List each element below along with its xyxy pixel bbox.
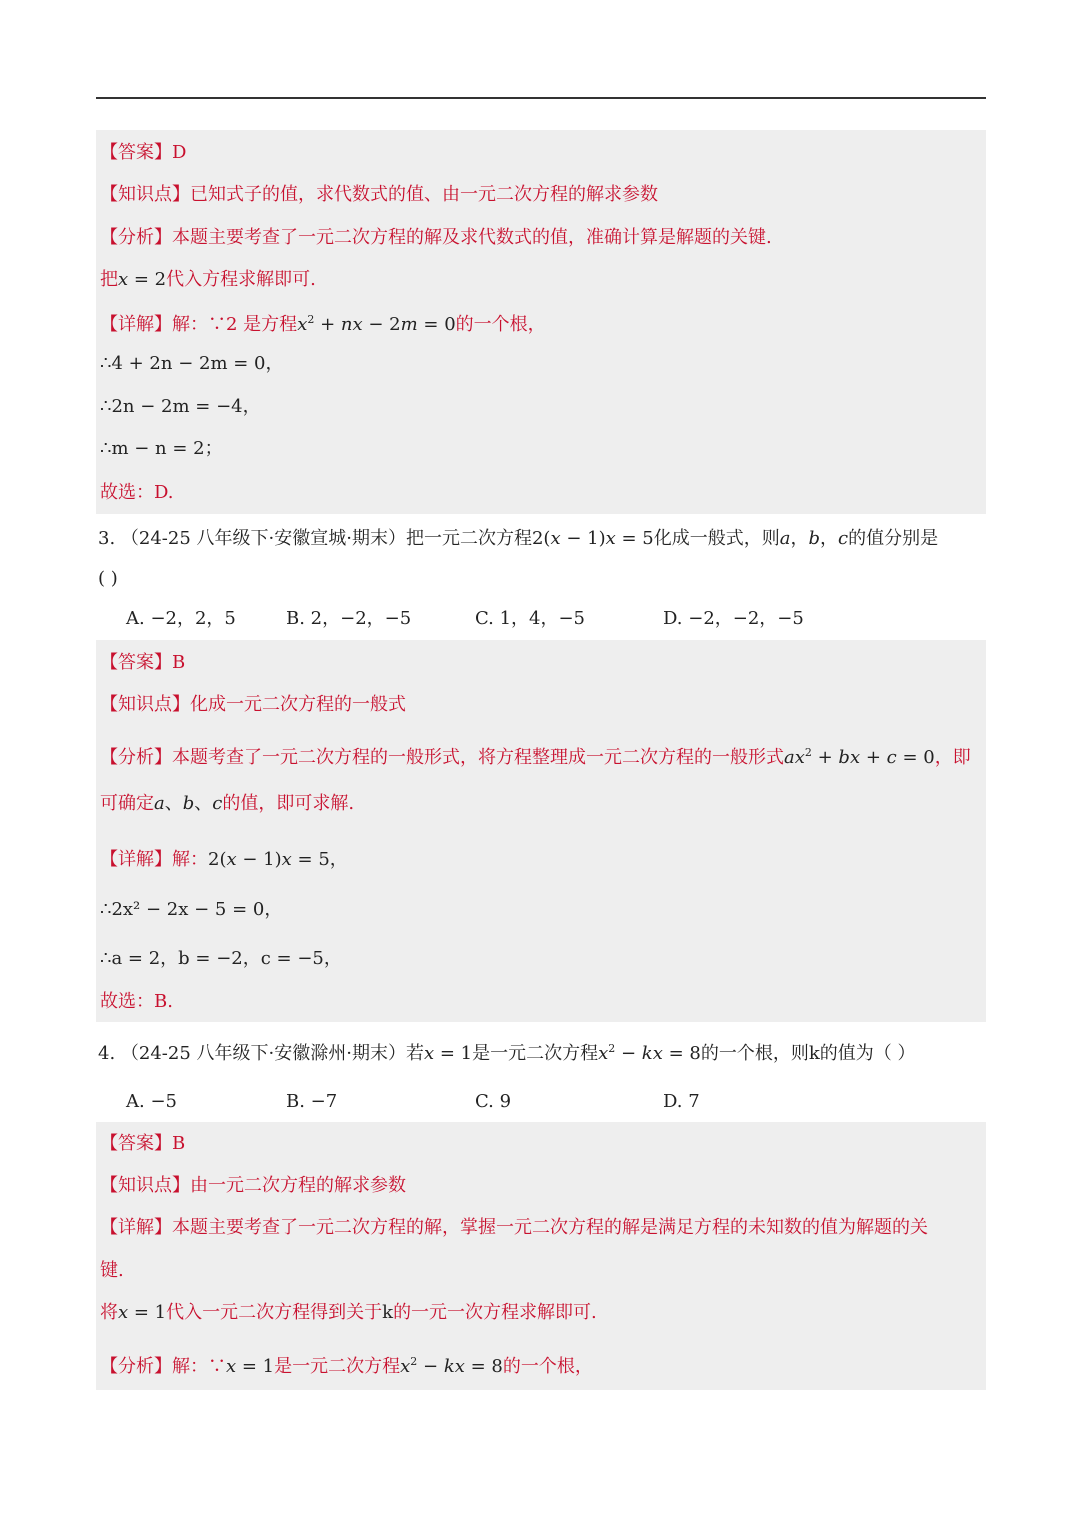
solution-box-q4 bbox=[96, 1122, 986, 1390]
q3-stem: 3. （24-25 八年级下·安徽宣城·期末）把一元二次方程2(x − 1)x = 5化成一般式，则a，b，c的值分别是 bbox=[98, 528, 939, 549]
prev-knowledge: 【知识点】已知式子的值，求代数式的值、由一元二次方程的解求参数 bbox=[100, 184, 658, 205]
q4-detail: 【详解】本题主要考查了一元二次方程的解，掌握一元二次方程的解是满足方程的未知数的值为解题的关 bbox=[100, 1217, 928, 1238]
header-rule bbox=[96, 97, 986, 99]
q3-option-d: D. −2，−2，−5 bbox=[663, 608, 804, 629]
q4-option-a: A. −5 bbox=[126, 1091, 177, 1112]
q3-analysis: 【分析】本题考查了一元二次方程的一般形式，将方程整理成一元二次方程的一般形式$ax^2$ + bx + c = 0，即 bbox=[100, 746, 971, 768]
q4-option-b: B. −7 bbox=[286, 1091, 338, 1112]
q3-option-c: C. 1，4，−5 bbox=[475, 608, 586, 629]
q3-paren: ( ) bbox=[98, 568, 118, 589]
prev-step-1: ∴4 + 2n − 2m = 0， bbox=[100, 353, 284, 374]
prev-step-2: ∴2n − 2m = −4， bbox=[100, 396, 261, 417]
prev-analysis: 【分析】本题主要考查了一元二次方程的解及求代数式的值，准确计算是解题的关键. bbox=[100, 227, 772, 248]
q4-option-c: C. 9 bbox=[475, 1091, 512, 1112]
q4-knowledge: 【知识点】由一元二次方程的解求参数 bbox=[100, 1175, 406, 1196]
q3-answer: 【答案】B bbox=[100, 652, 186, 673]
q4-stem: 4. （24-25 八年级下·安徽滁州·期末）若x = 1是一元二次方程$x^2$ − kx = 8的一个根，则k的值为（ ） bbox=[98, 1042, 916, 1064]
q4-option-d: D. 7 bbox=[663, 1091, 700, 1112]
q4-analysis: 【分析】解：∵x = 1是一元二次方程$x^2$ − kx = 8的一个根， bbox=[100, 1355, 593, 1377]
q3-knowledge: 【知识点】化成一元二次方程的一般式 bbox=[100, 694, 406, 715]
q3-detail: 【详解】解：2(x − 1)x = 5， bbox=[100, 849, 348, 870]
q3-option-a: A. −2，2，5 bbox=[126, 608, 236, 629]
prev-step-3: ∴m − n = 2； bbox=[100, 438, 223, 459]
q4-detail-3: 将x = 1代入一元二次方程得到关于k的一元一次方程求解即可. bbox=[100, 1302, 597, 1323]
prev-detail: 【详解】解：∵2 是方程$x^2$ + nx − 2m = 0的一个根， bbox=[100, 313, 546, 335]
q4-answer: 【答案】B bbox=[100, 1133, 186, 1154]
prev-answer: 【答案】D bbox=[100, 142, 187, 163]
q4-detail-2: 键. bbox=[100, 1260, 124, 1281]
q3-choice: 故选：B. bbox=[100, 991, 173, 1012]
prev-choice: 故选：D. bbox=[100, 482, 174, 503]
q3-step-1: ∴2x² − 2x − 5 = 0， bbox=[100, 899, 283, 920]
q3-step-2: ∴a = 2，b = −2，c = −5， bbox=[100, 948, 342, 969]
prev-analysis-2: 把x = 2代入方程求解即可. bbox=[100, 269, 316, 290]
q3-option-b: B. 2，−2，−5 bbox=[286, 608, 412, 629]
q3-analysis-2: 可确定a、b、c的值，即可求解. bbox=[100, 793, 355, 814]
